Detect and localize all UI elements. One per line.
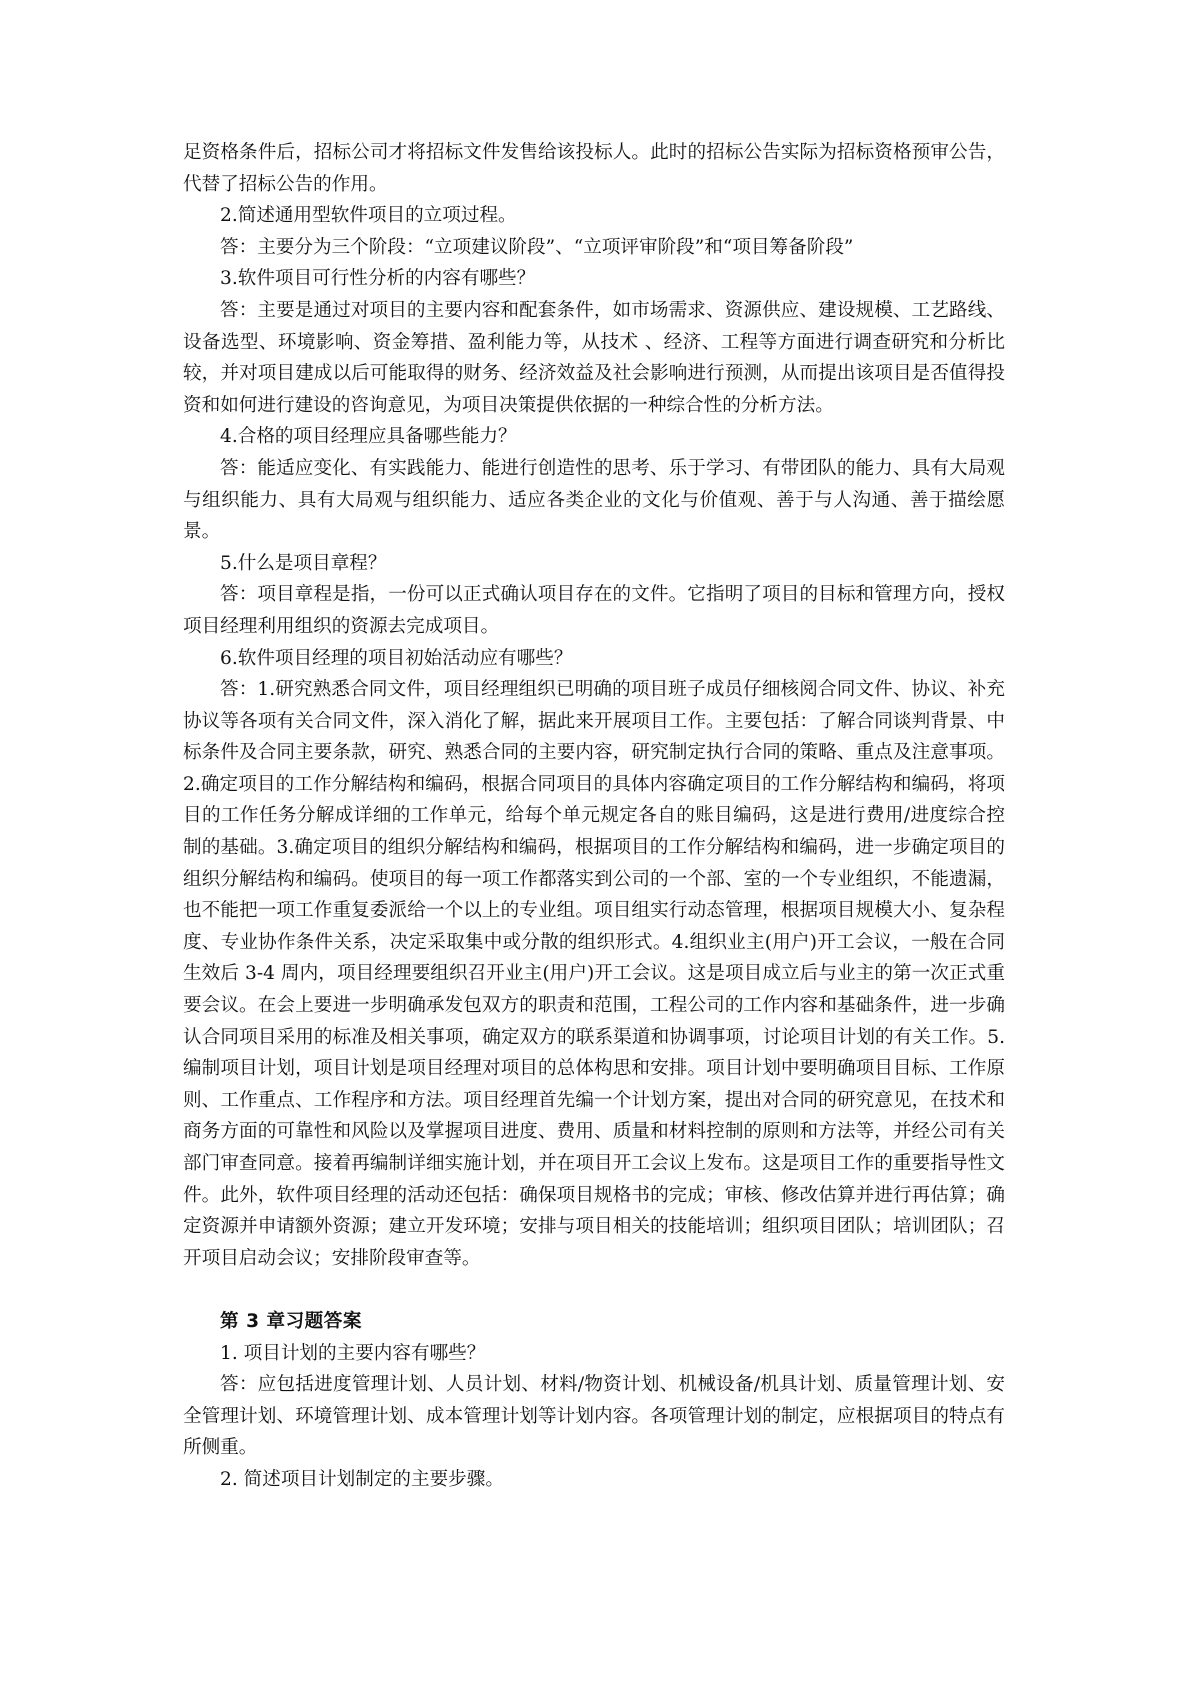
answer-2: 答：主要分为三个阶段：“立项建议阶段”、“立项评审阶段”和“项目筹备阶段” <box>220 236 854 258</box>
chapter-3-question-1: 1. 项目计划的主要内容有哪些？ <box>220 1342 486 1364</box>
question-4: 4.合格的项目经理应具备哪些能力？ <box>220 426 517 448</box>
chapter-3-answer-1: 答：应包括进度管理计划、人员计划、材料/物资计划、机械设备/机具计划、质量管理计划、安全管理计划、环境管理计划、成本管理计划等计划内容。各项管理计划的制定，应根据项目的特点有所侧重。 <box>183 1374 1005 1459</box>
section-gap <box>183 1274 1005 1306</box>
question-3: 3.软件项目可行性分析的内容有哪些？ <box>220 268 536 290</box>
answer-4: 答：能适应变化、有实践能力、能进行创造性的思考、乐于学习、有带团队的能力、具有大局观与组织能力、具有大局观与组织能力、适应各类企业的文化与价值观、善于与人沟通、善于描绘愿景。 <box>183 457 1005 543</box>
question-6: 6.软件项目经理的项目初始活动应有哪些？ <box>220 647 573 669</box>
chapter-3-heading: 第 3 章习题答案 <box>220 1310 362 1332</box>
continuation-paragraph: 足资格条件后，招标公司才将招标文件发售给该投标人。此时的招标公告实际为招标资格预审公告，代替了招标公告的作用。 <box>183 142 1005 195</box>
question-5: 5.什么是项目章程？ <box>220 552 387 574</box>
question-2: 2.简述通用型软件项目的立项过程。 <box>220 205 517 227</box>
document-body <box>183 137 1005 1496</box>
answer-5: 答：项目章程是指，一份可以正式确认项目存在的文件。它指明了项目的目标和管理方向，授权项目经理利用组织的资源去完成项目。 <box>183 584 1005 637</box>
answer-3: 答：主要是通过对项目的主要内容和配套条件，如市场需求、资源供应、建设规模、工艺路线、设备选型、环境影响、资金筹措、盈利能力等，从技术 、经济、工程等方面进行调查研究和分析比较，并对项目建成以后可能取得的财务、经济效益及社会影响进行预测，从而提出该项目是否值得投资和如何进行建设的咨询意见，为项目决策提供依据的一种综合性的分析方法。 <box>183 299 1005 416</box>
answer-6: 答：1.研究熟悉合同文件，项目经理组织已明确的项目班子成员仔细核阅合同文件、协议、补充协议等各项有关合同文件，深入消化了解，据此来开展项目工作。主要包括：了解合同谈判背景、中标条件及合同主要条款，研究、熟悉合同的主要内容，研究制定执行合同的策略、重点及注意事项。2.确定项目的工作分解结构和编码，根据合同项目的具体内容确定项目的工作分解结构和编码，将项目的工作任务分解成详细的工作单元，给每个单元规定各自的账目编码，这是进行费用/进度综合控制的基础。3.确定项目的组织分解结构和编码，根据项目的工作分解结构和编码，进一步确定项目的组织分解结构和编码。使项目的每一项工作都落实到公司的一个部、室的一个专业组织，不能遗漏，也不能把一项工作重复委派给一个以上的专业组。项目组实行动态管理，根据项目规模大小、复杂程度、专业协作条件关系，决定采取集中或分散的组织形式。4.组织业主(用户)开工会议，一般在合同生效后 3-4 周内，项目经理要组织召开业主(用户)开工会议。这是项目成立后与业主的第一次正式重要会议。在会上要进一步明确承发包双方的职责和范围，工程公司的工作内容和基础条件，进一步确认合同项目采用的标准及相关事项，确定双方的联系渠道和协调事项，讨论项目计划的有关工作。5.编制项目计划，项目计划是项目经理对项目的总体构思和安排。项目计划中要明确项目目标、工作原则、工作重点、工作程序和方法。项目经理首先编一个计划方案，提出对合同的研究意见，在技术和商务方面的可靠性和风险以及掌握项目进度、费用、质量和材料控制的原则和方法等，并经公司有关部门审查同意。接着再编制详细实施计划，并在项目开工会议上发布。这是项目工作的重要指导性文件。此外，软件项目经理的活动还包括：确保项目规格书的完成；审核、修改估算并进行再估算；确定资源并申请额外资源；建立开发环境；安排与项目相关的技能培训；组织项目团队；培训团队；召开项目启动会议；安排阶段审查等。 <box>183 679 1005 1269</box>
chapter-3-question-2: 2. 简述项目计划制定的主要步骤。 <box>220 1468 504 1490</box>
